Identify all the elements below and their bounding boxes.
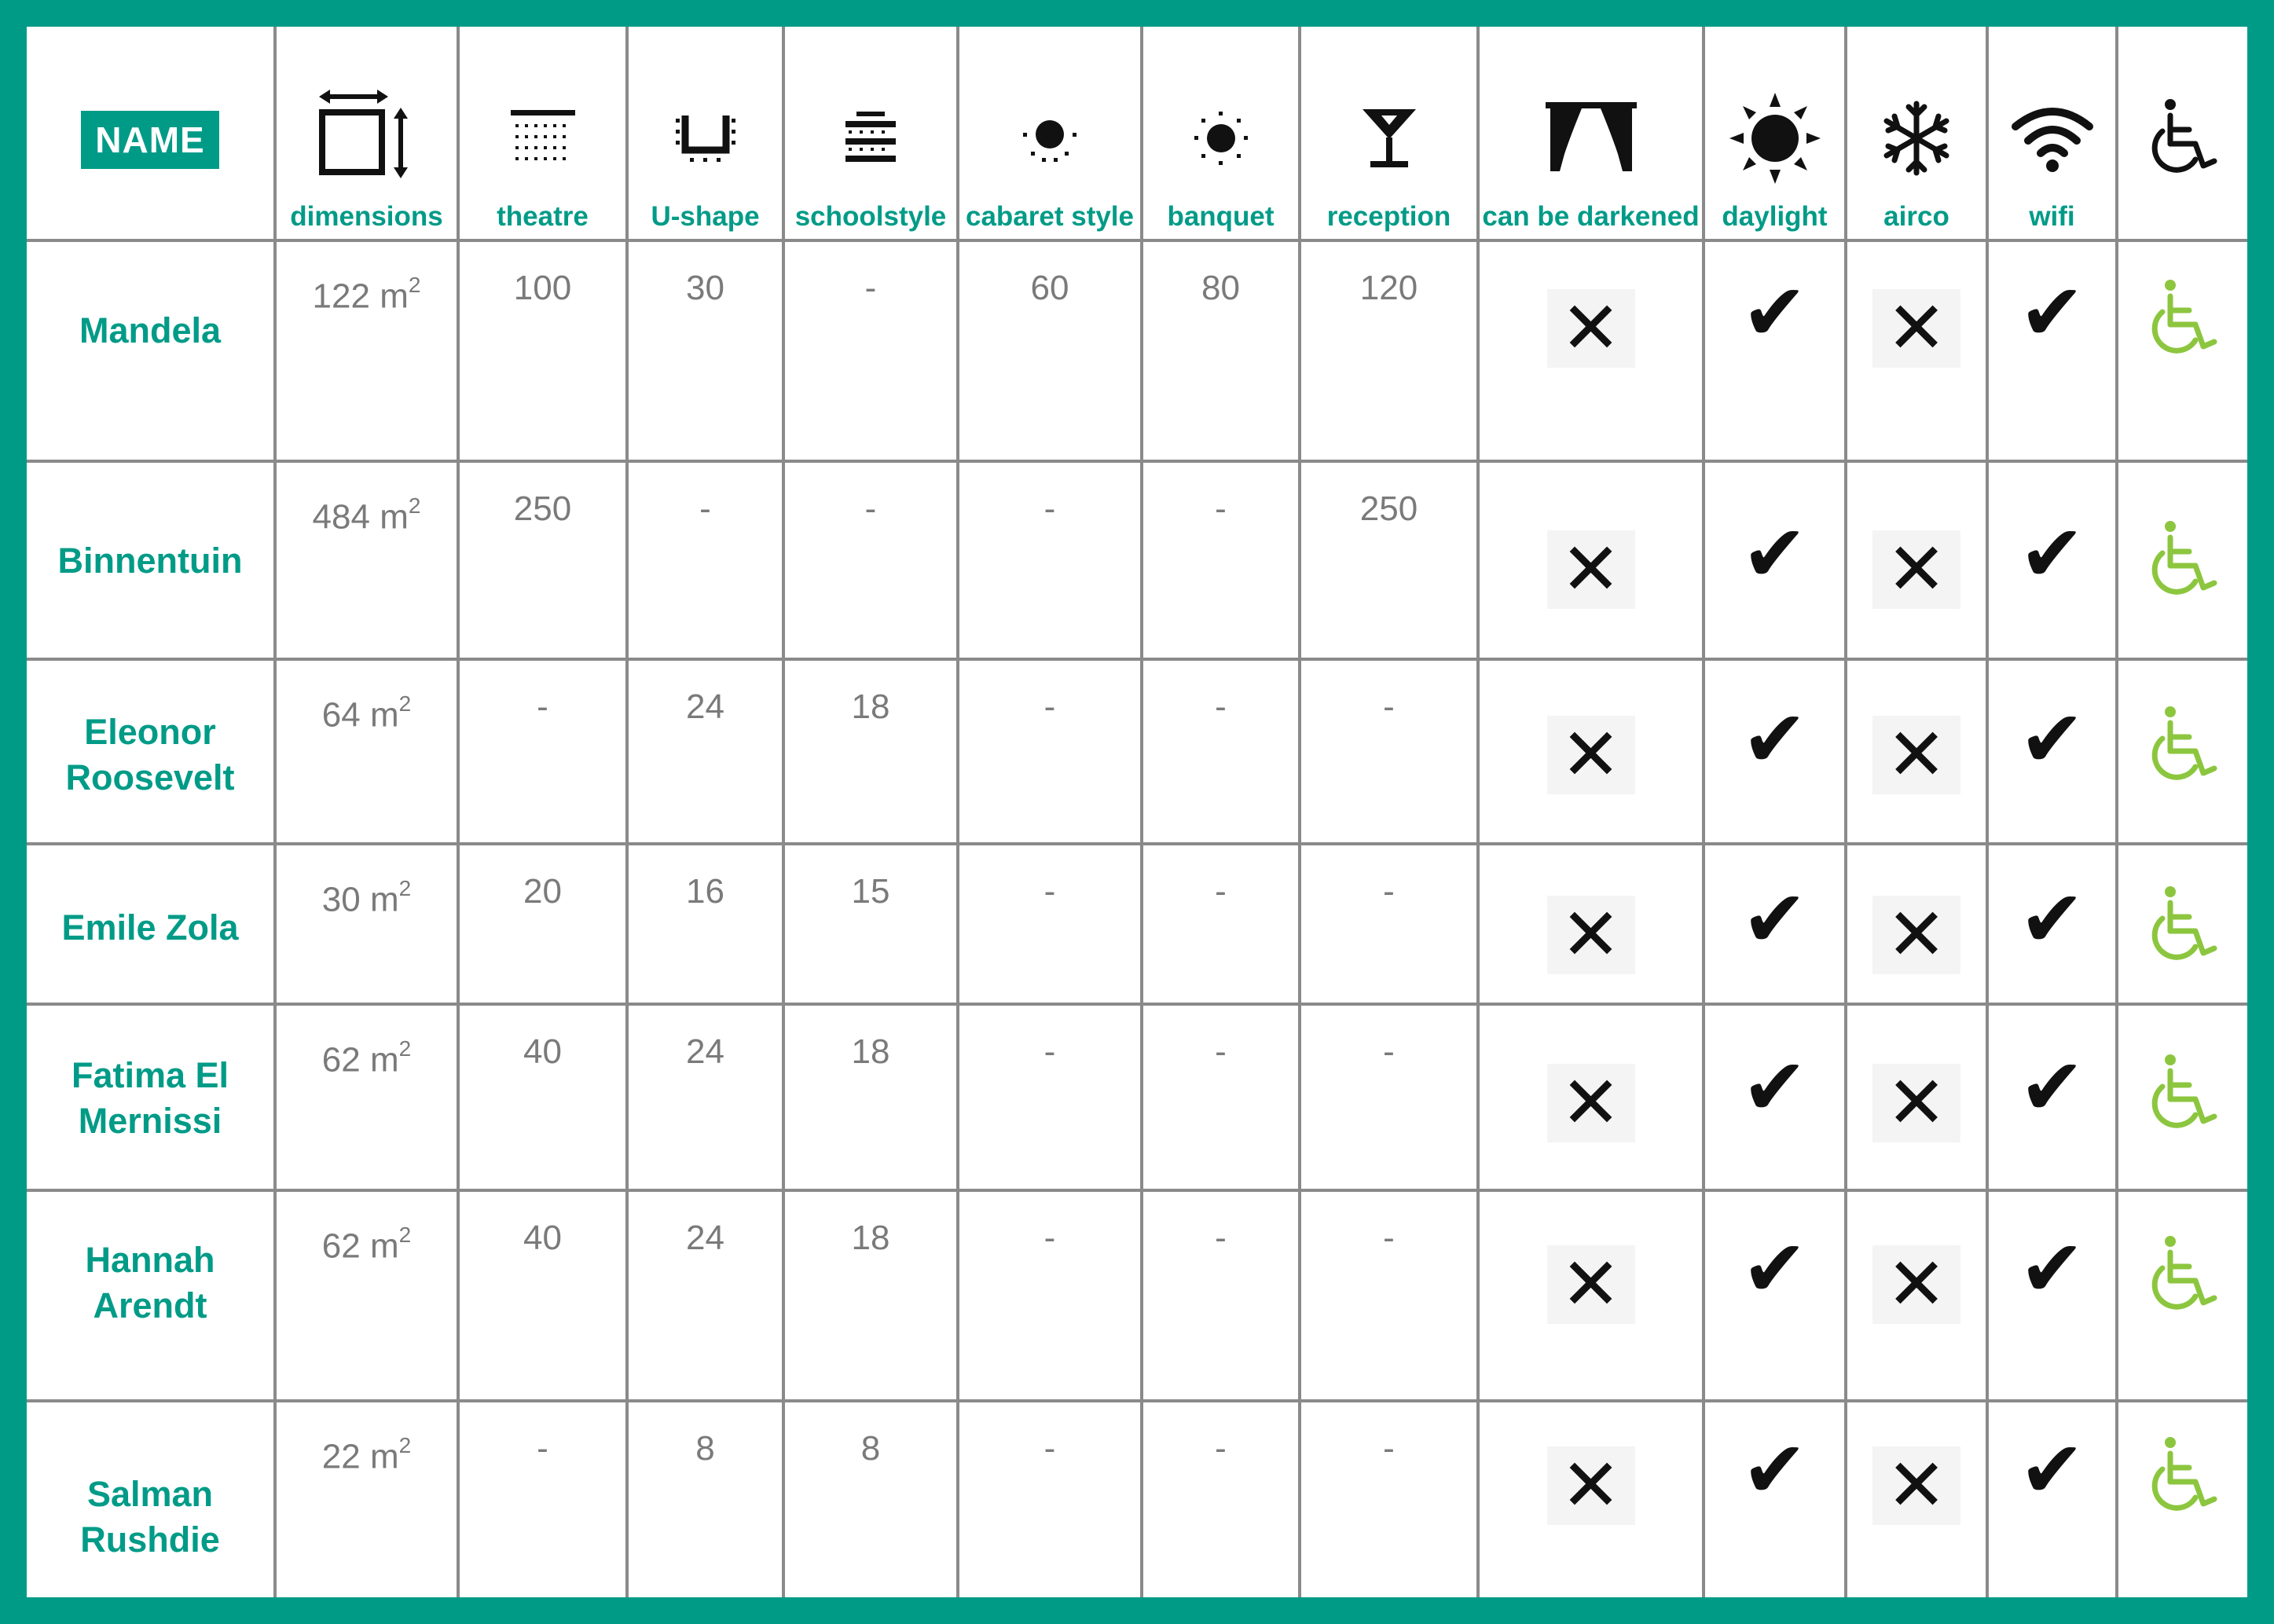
- cell-theatre: [458, 240, 627, 462]
- cell-school: [783, 240, 958, 462]
- theatre-capacity: -: [537, 687, 548, 726]
- cell-darkened: [1478, 659, 1704, 844]
- checkmark-icon: ✔: [2019, 693, 2085, 785]
- checkmark-icon: ✔: [2019, 872, 2085, 965]
- cell-banquet: [1142, 1004, 1300, 1190]
- header-label-airco: airco: [1883, 200, 1949, 232]
- room-name-cell: [27, 1401, 275, 1597]
- cell-cabaret: [958, 1190, 1142, 1402]
- cell-theatre: [458, 659, 627, 844]
- reception-capacity: -: [1383, 687, 1395, 726]
- cross-icon: ✕: [1547, 1064, 1635, 1142]
- cell-school: [783, 1004, 958, 1190]
- room-name: Fatima El Mernissi: [71, 1055, 229, 1142]
- room-name: Binnentuin: [57, 541, 243, 581]
- area-value: 30: [321, 880, 361, 919]
- school-capacity: -: [864, 268, 877, 307]
- banquet-capacity: 80: [1201, 268, 1240, 307]
- header-label-ushape: U-shape: [651, 200, 760, 232]
- cabaret-layout-icon: [1018, 111, 1081, 166]
- cell-wifi: [1987, 1190, 2117, 1402]
- checkmark-icon: ✔: [1741, 872, 1808, 965]
- area-value: 62: [321, 1040, 361, 1080]
- cabaret-capacity: -: [1043, 871, 1056, 911]
- reception-capacity: 250: [1359, 489, 1418, 529]
- cell-reception: [1300, 844, 1478, 1005]
- banquet-capacity: -: [1215, 489, 1227, 529]
- ushape-capacity: 24: [686, 1032, 724, 1072]
- cell-wifi: [1987, 844, 2117, 1005]
- area-unit-exponent: 2: [398, 875, 412, 900]
- cross-icon: ✕: [1547, 896, 1635, 974]
- banquet-capacity: -: [1215, 871, 1227, 911]
- cell-reception: [1300, 461, 1478, 659]
- checkmark-icon: ✔: [1741, 508, 1808, 600]
- wheelchair-icon: [2144, 273, 2222, 365]
- header-label-banquet: banquet: [1167, 200, 1275, 232]
- banquet-capacity: -: [1215, 687, 1227, 726]
- theatre-capacity: 100: [513, 268, 572, 307]
- ushape-capacity: 24: [686, 1218, 724, 1257]
- cell-ushape: [627, 461, 783, 659]
- cell-school: [783, 844, 958, 1005]
- cell-darkened: [1478, 1401, 1704, 1597]
- cross-icon: ✕: [1872, 716, 1960, 794]
- header-reception: [1300, 27, 1478, 240]
- cell-banquet: [1142, 1401, 1300, 1597]
- banquet-layout-icon: [1190, 107, 1253, 170]
- cell-wifi: [1987, 240, 2117, 462]
- cell-darkened: [1478, 1004, 1704, 1190]
- cell-ushape: [627, 1004, 783, 1190]
- ushape-capacity: 16: [686, 871, 724, 911]
- cell-ushape: [627, 240, 783, 462]
- area-unit: m: [369, 1437, 399, 1476]
- cabaret-capacity: -: [1043, 687, 1056, 726]
- cell-daylight: [1704, 1401, 1846, 1597]
- cell-theatre: [458, 1190, 627, 1402]
- cocktail-glass-icon: [1358, 103, 1421, 174]
- cell-ushape: [627, 844, 783, 1005]
- cross-icon: ✕: [1872, 1245, 1960, 1324]
- banquet-capacity: -: [1215, 1032, 1227, 1072]
- cabaret-capacity: -: [1043, 489, 1056, 529]
- wheelchair-icon: [2144, 95, 2222, 181]
- header-label-theatre: theatre: [497, 200, 589, 232]
- table-row: [27, 1190, 2247, 1402]
- cell-cabaret: [958, 659, 1142, 844]
- header-row: [27, 27, 2247, 240]
- school-capacity: 18: [851, 687, 890, 726]
- sun-icon: [1728, 91, 1822, 185]
- cross-icon: ✕: [1547, 289, 1635, 368]
- reception-capacity: -: [1383, 1218, 1395, 1257]
- cell-theatre: [458, 461, 627, 659]
- cell-ushape: [627, 1190, 783, 1402]
- cell-banquet: [1142, 461, 1300, 659]
- room-name-cell: [27, 659, 275, 844]
- cell-wifi: [1987, 1401, 2117, 1597]
- header-theatre: [458, 27, 627, 240]
- header-daylight: [1704, 27, 1846, 240]
- wheelchair-icon: [2144, 1230, 2222, 1321]
- checkmark-icon: ✔: [2019, 1041, 2085, 1134]
- area-unit-exponent: 2: [398, 1036, 412, 1061]
- wheelchair-icon: [2144, 880, 2222, 971]
- cell-cabaret: [958, 1401, 1142, 1597]
- cell-banquet: [1142, 844, 1300, 1005]
- wheelchair-icon: [2144, 700, 2222, 791]
- area-unit: m: [369, 1040, 399, 1080]
- cell-airco: [1846, 844, 1987, 1005]
- reception-capacity: -: [1383, 871, 1395, 911]
- cell-airco: [1846, 1004, 1987, 1190]
- cell-ushape: [627, 1401, 783, 1597]
- header-darkened: [1478, 27, 1704, 240]
- cell-theatre: [458, 1004, 627, 1190]
- cell-wifi: [1987, 659, 2117, 844]
- area-unit: m: [369, 695, 399, 735]
- cell-area: [275, 240, 458, 462]
- area-value: 22: [321, 1437, 361, 1476]
- room-name-cell: [27, 1004, 275, 1190]
- header-dimensions: [275, 27, 458, 240]
- cell-area: [275, 844, 458, 1005]
- checkmark-icon: ✔: [1741, 693, 1808, 785]
- header-label-daylight: daylight: [1722, 200, 1828, 232]
- cell-airco: [1846, 659, 1987, 844]
- cell-daylight: [1704, 240, 1846, 462]
- school-capacity: 18: [851, 1218, 890, 1257]
- reception-capacity: -: [1383, 1032, 1395, 1072]
- cabaret-capacity: 60: [1030, 268, 1069, 307]
- school-capacity: 15: [851, 871, 890, 911]
- wifi-icon: [2009, 103, 2096, 174]
- area-unit: m: [369, 1226, 399, 1266]
- room-name: Mandela: [79, 310, 222, 350]
- cross-icon: ✕: [1872, 1064, 1960, 1142]
- area-unit: m: [380, 277, 409, 316]
- cell-school: [783, 659, 958, 844]
- checkmark-icon: ✔: [2019, 1424, 2085, 1516]
- theatre-capacity: 250: [513, 489, 572, 529]
- room-name: Salman Rushdie: [80, 1474, 220, 1560]
- header-wifi: [1987, 27, 2117, 240]
- room-name-cell: [27, 1190, 275, 1402]
- cross-icon: ✕: [1547, 1245, 1635, 1324]
- ushape-capacity: -: [699, 489, 711, 529]
- cross-icon: ✕: [1547, 1446, 1635, 1525]
- cell-accessible: [2117, 659, 2247, 844]
- table-row: [27, 461, 2247, 659]
- cell-daylight: [1704, 1190, 1846, 1402]
- cell-airco: [1846, 1190, 1987, 1402]
- name-header: [27, 27, 275, 240]
- checkmark-icon: ✔: [2019, 1222, 2085, 1314]
- area-unit: m: [380, 498, 409, 537]
- cabaret-capacity: -: [1043, 1218, 1056, 1257]
- header-label-schoolstyle: schoolstyle: [794, 200, 947, 232]
- cell-area: [275, 659, 458, 844]
- school-capacity: -: [864, 489, 877, 529]
- cell-accessible: [2117, 1401, 2247, 1597]
- snowflake-icon: [1879, 99, 1954, 178]
- header-label-darkened: can be darkened: [1482, 200, 1700, 232]
- cell-wifi: [1987, 461, 2117, 659]
- room-name-cell: [27, 240, 275, 462]
- theatre-capacity: 40: [523, 1032, 562, 1072]
- room-name: Hannah Arendt: [85, 1239, 215, 1325]
- cell-accessible: [2117, 1004, 2247, 1190]
- cell-darkened: [1478, 240, 1704, 462]
- cell-reception: [1300, 1004, 1478, 1190]
- cell-area: [275, 1004, 458, 1190]
- checkmark-icon: ✔: [1741, 1041, 1808, 1134]
- cell-daylight: [1704, 1004, 1846, 1190]
- cell-airco: [1846, 240, 1987, 462]
- table-row: [27, 1004, 2247, 1190]
- cell-school: [783, 1190, 958, 1402]
- header-airco: [1846, 27, 1987, 240]
- cell-airco: [1846, 1401, 1987, 1597]
- cell-reception: [1300, 1190, 1478, 1402]
- checkmark-icon: ✔: [2019, 508, 2085, 600]
- cross-icon: ✕: [1547, 716, 1635, 794]
- reception-capacity: 120: [1359, 268, 1418, 307]
- header-accessible: [2117, 27, 2247, 240]
- cell-accessible: [2117, 1190, 2247, 1402]
- room-name-cell: [27, 844, 275, 1005]
- cell-reception: [1300, 240, 1478, 462]
- checkmark-icon: ✔: [2019, 266, 2085, 358]
- cabaret-capacity: -: [1043, 1032, 1056, 1072]
- room-name: Emile Zola: [61, 907, 239, 948]
- cell-reception: [1300, 659, 1478, 844]
- cell-cabaret: [958, 844, 1142, 1005]
- theatre-layout-icon: [508, 107, 578, 170]
- area-unit-exponent: 2: [408, 272, 421, 297]
- header-banquet: [1142, 27, 1300, 240]
- theatre-capacity: 20: [523, 871, 562, 911]
- header-cabaret: [958, 27, 1142, 240]
- table-row: [27, 844, 2247, 1005]
- cell-area: [275, 461, 458, 659]
- ushape-capacity: 24: [686, 687, 724, 726]
- reception-capacity: -: [1383, 1429, 1395, 1468]
- banquet-capacity: -: [1215, 1218, 1227, 1257]
- cell-darkened: [1478, 461, 1704, 659]
- wheelchair-icon: [2144, 1048, 2222, 1139]
- header-label-cabaret: cabaret style: [965, 200, 1135, 232]
- cell-theatre: [458, 1401, 627, 1597]
- banquet-capacity: -: [1215, 1429, 1227, 1468]
- cross-icon: ✕: [1872, 896, 1960, 974]
- area-unit-exponent: 2: [398, 1433, 412, 1458]
- theatre-capacity: -: [537, 1429, 548, 1468]
- school-capacity: 8: [860, 1429, 881, 1468]
- cell-theatre: [458, 844, 627, 1005]
- header-label-reception: reception: [1326, 200, 1451, 232]
- ushape-capacity: 30: [686, 268, 724, 307]
- area-unit: m: [369, 880, 399, 919]
- room-name-cell: [27, 461, 275, 659]
- school-capacity: 18: [851, 1032, 890, 1072]
- cell-banquet: [1142, 1190, 1300, 1402]
- cell-area: [275, 1401, 458, 1597]
- table-row: [27, 1401, 2247, 1597]
- name-badge: NAME: [81, 111, 218, 169]
- cell-wifi: [1987, 1004, 2117, 1190]
- area-unit-exponent: 2: [398, 1222, 412, 1247]
- area-value: 484: [312, 498, 370, 537]
- area-value: 64: [321, 695, 361, 735]
- cell-darkened: [1478, 1190, 1704, 1402]
- cell-ushape: [627, 659, 783, 844]
- dimensions-icon: [316, 87, 418, 189]
- ushape-capacity: 8: [695, 1429, 715, 1468]
- cell-airco: [1846, 461, 1987, 659]
- cell-daylight: [1704, 659, 1846, 844]
- cell-cabaret: [958, 1004, 1142, 1190]
- table-row: [27, 659, 2247, 844]
- checkmark-icon: ✔: [1741, 1424, 1808, 1516]
- cell-cabaret: [958, 461, 1142, 659]
- cell-reception: [1300, 1401, 1478, 1597]
- cell-accessible: [2117, 461, 2247, 659]
- area-unit-exponent: 2: [408, 493, 421, 519]
- theatre-capacity: 40: [523, 1218, 562, 1257]
- header-ushape: [627, 27, 783, 240]
- curtains-icon: [1544, 99, 1638, 178]
- cell-daylight: [1704, 844, 1846, 1005]
- area-value: 122: [312, 277, 370, 316]
- cross-icon: ✕: [1872, 1446, 1960, 1525]
- area-value: 62: [321, 1226, 361, 1266]
- u-shape-layout-icon: [674, 111, 737, 166]
- checkmark-icon: ✔: [1741, 1222, 1808, 1314]
- schoolstyle-layout-icon: [841, 108, 900, 168]
- area-unit-exponent: 2: [398, 691, 412, 716]
- cross-icon: ✕: [1547, 530, 1635, 609]
- cell-accessible: [2117, 240, 2247, 462]
- cell-school: [783, 1401, 958, 1597]
- header-schoolstyle: [783, 27, 958, 240]
- table-row: [27, 240, 2247, 462]
- cell-banquet: [1142, 240, 1300, 462]
- room-name: Eleonor Roosevelt: [65, 712, 235, 797]
- cell-daylight: [1704, 461, 1846, 659]
- header-label-wifi: wifi: [2029, 200, 2075, 232]
- cell-darkened: [1478, 844, 1704, 1005]
- cell-accessible: [2117, 844, 2247, 1005]
- checkmark-icon: ✔: [1741, 266, 1808, 358]
- cell-school: [783, 461, 958, 659]
- rooms-table: [27, 27, 2247, 1597]
- wheelchair-icon: [2144, 1431, 2222, 1522]
- cell-cabaret: [958, 240, 1142, 462]
- cross-icon: ✕: [1872, 530, 1960, 609]
- cell-area: [275, 1190, 458, 1402]
- cell-banquet: [1142, 659, 1300, 844]
- cabaret-capacity: -: [1043, 1429, 1056, 1468]
- wheelchair-icon: [2144, 515, 2222, 606]
- header-label-dimensions: dimensions: [290, 200, 443, 232]
- cross-icon: ✕: [1872, 289, 1960, 368]
